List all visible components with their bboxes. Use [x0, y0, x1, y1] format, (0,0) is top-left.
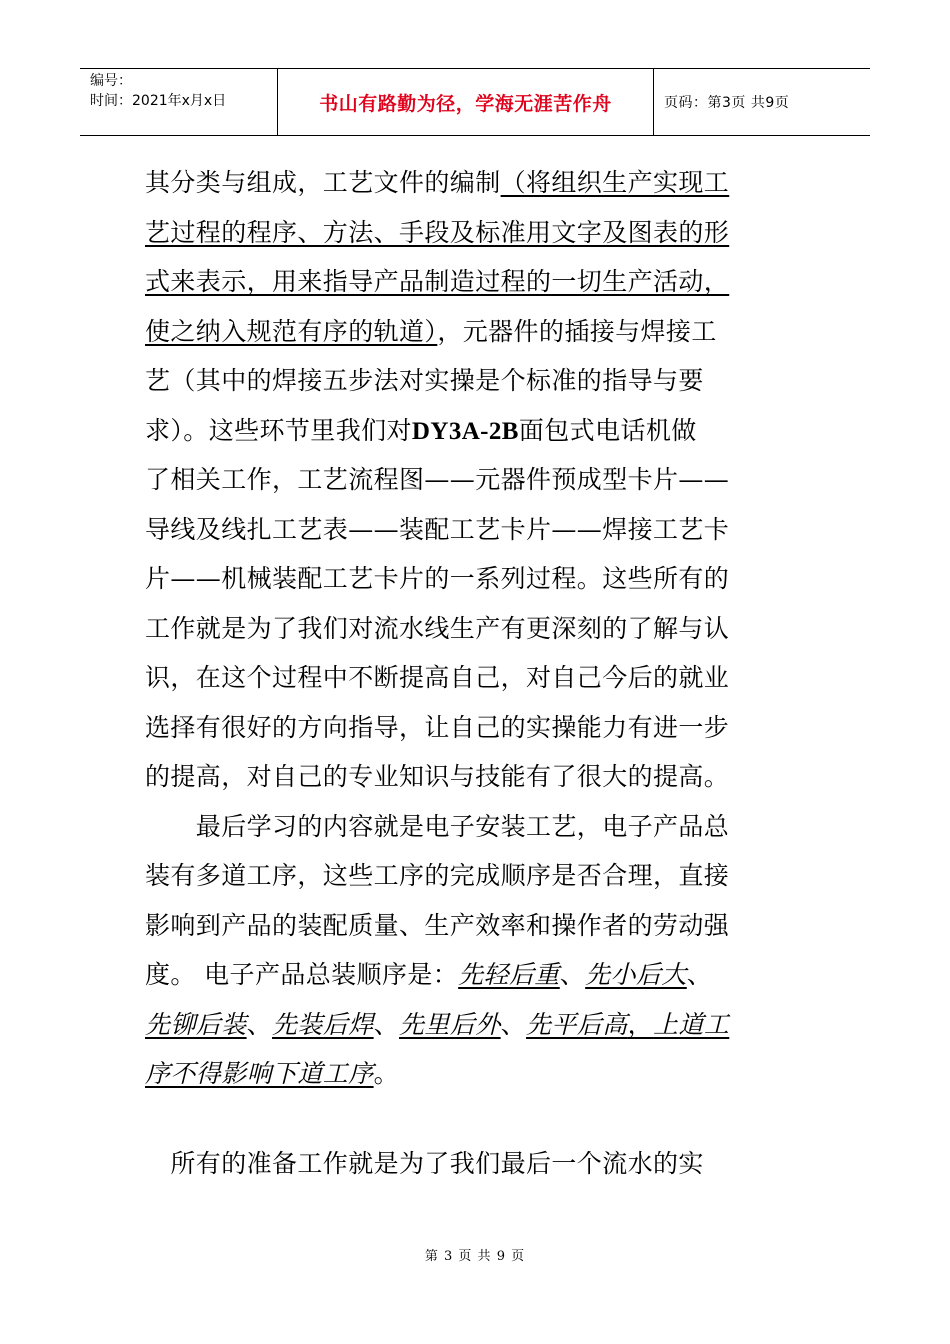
text-line — [145, 307, 811, 357]
text-line: 装有多道工序，这些工序的完成顺序是否合理，直接 — [145, 861, 730, 890]
page-header — [80, 68, 870, 136]
assembly-rule: 序不得影响下道工序 — [145, 1059, 374, 1088]
text-line — [145, 158, 811, 208]
assembly-rule: 先铆后装 — [145, 1009, 247, 1039]
document-body — [145, 158, 811, 1188]
text-line: 识，在这个过程中不断提高自己，对自己今后的就业 — [145, 663, 730, 692]
page-footer: 第 3 页 共 9 页 — [424, 1249, 526, 1264]
underlined-line: 式来表示，用来指导产品制造过程的一切生产活动， — [145, 267, 730, 296]
paragraph-gap — [145, 1099, 811, 1139]
text-span: 。 — [373, 1059, 400, 1088]
text-span: 、 — [373, 1009, 400, 1039]
text-line: 所有的准备工作就是为了我们最后一个流水的实 — [145, 1148, 704, 1178]
text-span: 、 — [686, 960, 713, 989]
text-line: 片——机械装配工艺卡片的一系列过程。这些所有的 — [145, 564, 730, 593]
underlined-line: 艺过程的程序、方法、手段及标准用文字及图表的形 — [145, 217, 730, 247]
header-meta — [80, 69, 278, 135]
text-span: 其分类与组成，工艺文件的编制 — [145, 168, 501, 197]
underlined-text: 使之纳入规范有序的轨道） — [145, 316, 438, 346]
text-line — [145, 1049, 811, 1099]
text-line: 的提高，对自己的专业知识与技能有了很大的提高。 — [145, 762, 730, 791]
text-line: 影响到产品的装配质量、生产效率和操作者的劳动强 — [145, 910, 730, 940]
header-motto: 书山有路勤为径，学海无涯苦作舟 — [278, 69, 654, 135]
text-span: ，元器件的插接与焊接工 — [437, 316, 717, 346]
model-number: DY3A-2B — [411, 417, 519, 445]
text-line: 工作就是为了我们对流水线生产有更深刻的了解与认 — [145, 613, 730, 643]
text-line: 艺（其中的焊接五步法对实操是个标准的指导与要 — [145, 366, 704, 395]
text-span: 度。 电子产品总装顺序是： — [145, 960, 459, 989]
text-line: 选择有很好的方向指导，让自己的实操能力有进一步 — [145, 712, 730, 742]
assembly-rule: 上道工 — [653, 1009, 730, 1039]
header-page-info: 页码：第3页 共9页 — [664, 95, 790, 111]
assembly-rule: 先小后大 — [585, 960, 687, 989]
text-span: 求）。这些环节里我们对 — [145, 415, 412, 445]
number-label: 编号： — [90, 73, 132, 89]
text-span: 、 — [246, 1009, 273, 1039]
text-line — [145, 950, 811, 1000]
assembly-rule: 先装后焊 — [272, 1009, 374, 1039]
assembly-rule: 先轻后重 — [458, 960, 560, 989]
time-label: 时间：2021年x月x日 — [90, 93, 227, 109]
text-line: 导线及线扎工艺表——装配工艺卡片——焊接工艺卡 — [145, 514, 730, 544]
underlined-text: （将组织生产实现工 — [500, 168, 730, 197]
text-span: ， — [627, 1009, 654, 1039]
text-line — [145, 406, 811, 456]
text-span: 、 — [500, 1009, 527, 1039]
text-line: 最后学习的内容就是电子安装工艺，电子产品总 — [145, 811, 730, 841]
text-span: 、 — [559, 960, 586, 989]
assembly-rule: 先里后外 — [399, 1009, 501, 1039]
text-line: 了相关工作，工艺流程图——元器件预成型卡片—— — [145, 465, 730, 494]
text-line — [145, 1000, 811, 1050]
assembly-rule: 先平后高 — [526, 1009, 628, 1039]
text-span: 面包式电话机做 — [518, 415, 697, 445]
